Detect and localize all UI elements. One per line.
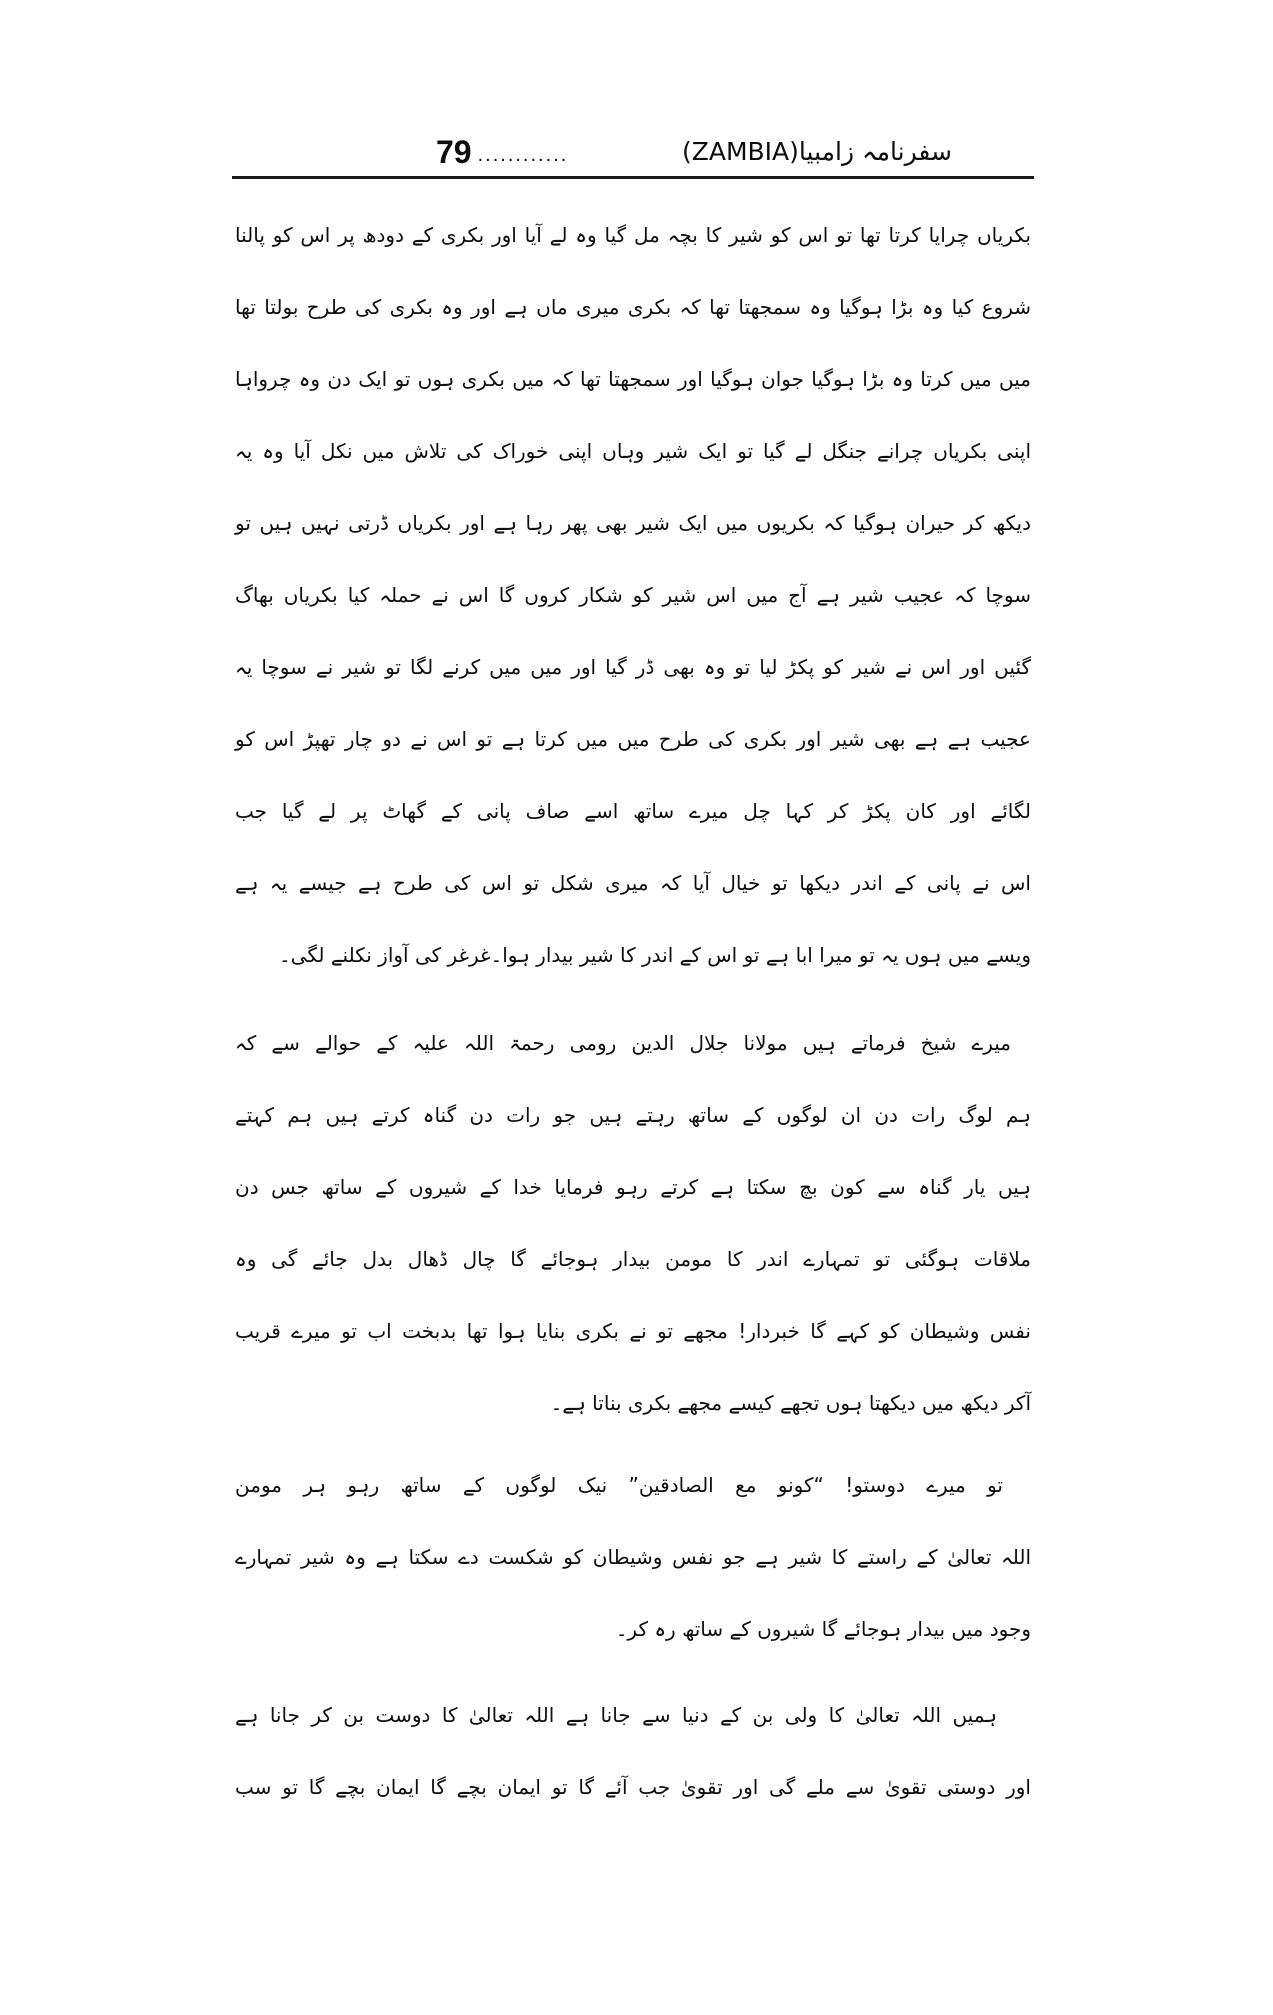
text-line: عجیب ہے ہے بھی شیر اور بکری کی طرح میں میں کرتا ہے تو اس نے دو چار تھپڑ اس کو xyxy=(235,727,1031,751)
leader-dots: ............ xyxy=(477,144,569,166)
book-title: سفرنامہ زامبیا(ZAMBIA) xyxy=(681,137,952,166)
text-line: سوچا کہ عجیب شیر ہے آج میں اس شیر کو شکار کروں گا اس نے حملہ کیا بکریاں بھاگ xyxy=(235,583,1031,607)
text-line: لگائے اور کان پکڑ کر کہا چل میرے ساتھ اسے صاف پانی کے گھاٹ پر لے گیا جب xyxy=(235,799,1031,823)
text-line: تو میرے دوستو! “کونو مع الصادقین” نیک لوگوں کے ساتھ رہو ہر مومن xyxy=(235,1473,1003,1497)
body-text xyxy=(235,199,1031,1823)
text-line: نفس وشیطان کو کہے گا خبردار! مجھے تو نے بکری بنایا ہوا تھا بدبخت اب تو میرے قریب xyxy=(235,1319,1031,1343)
paragraph xyxy=(235,1007,1031,1439)
text-line: بکریاں چرایا کرتا تھا تو اس کو شیر کا بچہ مل گیا وہ لے آیا اور بکری کے دودھ پر اس کو پالنا xyxy=(235,223,1031,247)
paragraph xyxy=(235,199,1031,991)
text-line: اللہ تعالیٰ کے راستے کا شیر ہے جو نفس وشیطان کو شکست دے سکتا ہے وہ شیر تمہارے xyxy=(235,1545,1031,1569)
paragraph xyxy=(235,1449,1031,1665)
text-line: میرے شیخ فرماتے ہیں مولانا جلال الدین رومی رحمۃ اللہ علیہ کے حوالے سے کہ xyxy=(235,1031,1011,1055)
text-line: ملاقات ہوگئی تو تمہارے اندر کا مومن بیدار ہوجائے گا چال ڈھال بدل جائے گی وہ xyxy=(235,1247,1031,1271)
text-line: ہم لوگ رات دن ان لوگوں کے ساتھ رہتے ہیں جو رات دن گناہ کرتے ہیں ہم کہتے xyxy=(235,1103,1031,1127)
text-line: میں میں کرتا وہ بڑا ہوگیا جوان ہوگیا اور سمجھتا تھا کہ میں بکری ہوں تو ایک دن وہ چرواہا xyxy=(235,367,1031,391)
text-line: گئیں اور اس نے شیر کو پکڑ لیا تو وہ بھی ڈر گیا اور میں میں کرنے لگا تو شیر نے سوچا یہ xyxy=(235,655,1031,679)
text-line: اس نے پانی کے اندر دیکھا تو خیال آیا کہ میری شکل تو اس کی طرح ہے جیسے یہ ہے xyxy=(235,871,1031,895)
text-line: ہیں یار گناہ سے کون بچ سکتا ہے کرتے رہو فرمایا خدا کے شیروں کے ساتھ جس دن xyxy=(235,1175,1031,1199)
text-line: اپنی بکریاں چرانے جنگل لے گیا تو ایک شیر وہاں اپنی خوراک کی تلاش میں نکل آیا وہ یہ xyxy=(235,439,1031,463)
text-line: ویسے میں ہوں یہ تو میرا ابا ہے تو اس کے اندر کا شیر بیدار ہوا۔غرغر کی آواز نکلنے لگی۔ xyxy=(278,943,1031,967)
page-number: 79 xyxy=(436,134,472,170)
text-line: شروع کیا وہ بڑا ہوگیا وہ سمجھتا تھا کہ بکری میری ماں ہے اور وہ بکری کی طرح بولتا تھا xyxy=(235,295,1031,319)
page-header xyxy=(436,124,952,172)
text-line: آکر دیکھ میں دیکھتا ہوں تجھے کیسے مجھے بکری بناتا ہے۔ xyxy=(550,1391,1031,1415)
text-line: اور دوستی تقویٰ سے ملے گی اور تقویٰ جب آئے گا تو ایمان بچے گا ایمان بچے گا تو سب xyxy=(235,1775,1031,1799)
text-line: وجود میں بیدار ہوجائے گا شیروں کے ساتھ رہ کر۔ xyxy=(615,1617,1031,1641)
paragraph xyxy=(235,1679,1031,1823)
text-line: دیکھ کر حیران ہوگیا کہ بکریوں میں ایک شیر بھی پھر رہا ہے اور بکریاں ڈرتی نہیں ہیں تو xyxy=(235,511,1031,535)
header-rule xyxy=(232,176,1034,179)
text-line: ہمیں اللہ تعالیٰ کا ولی بن کے دنیا سے جانا ہے اللہ تعالیٰ کا دوست بن کر جانا ہے xyxy=(235,1703,997,1727)
